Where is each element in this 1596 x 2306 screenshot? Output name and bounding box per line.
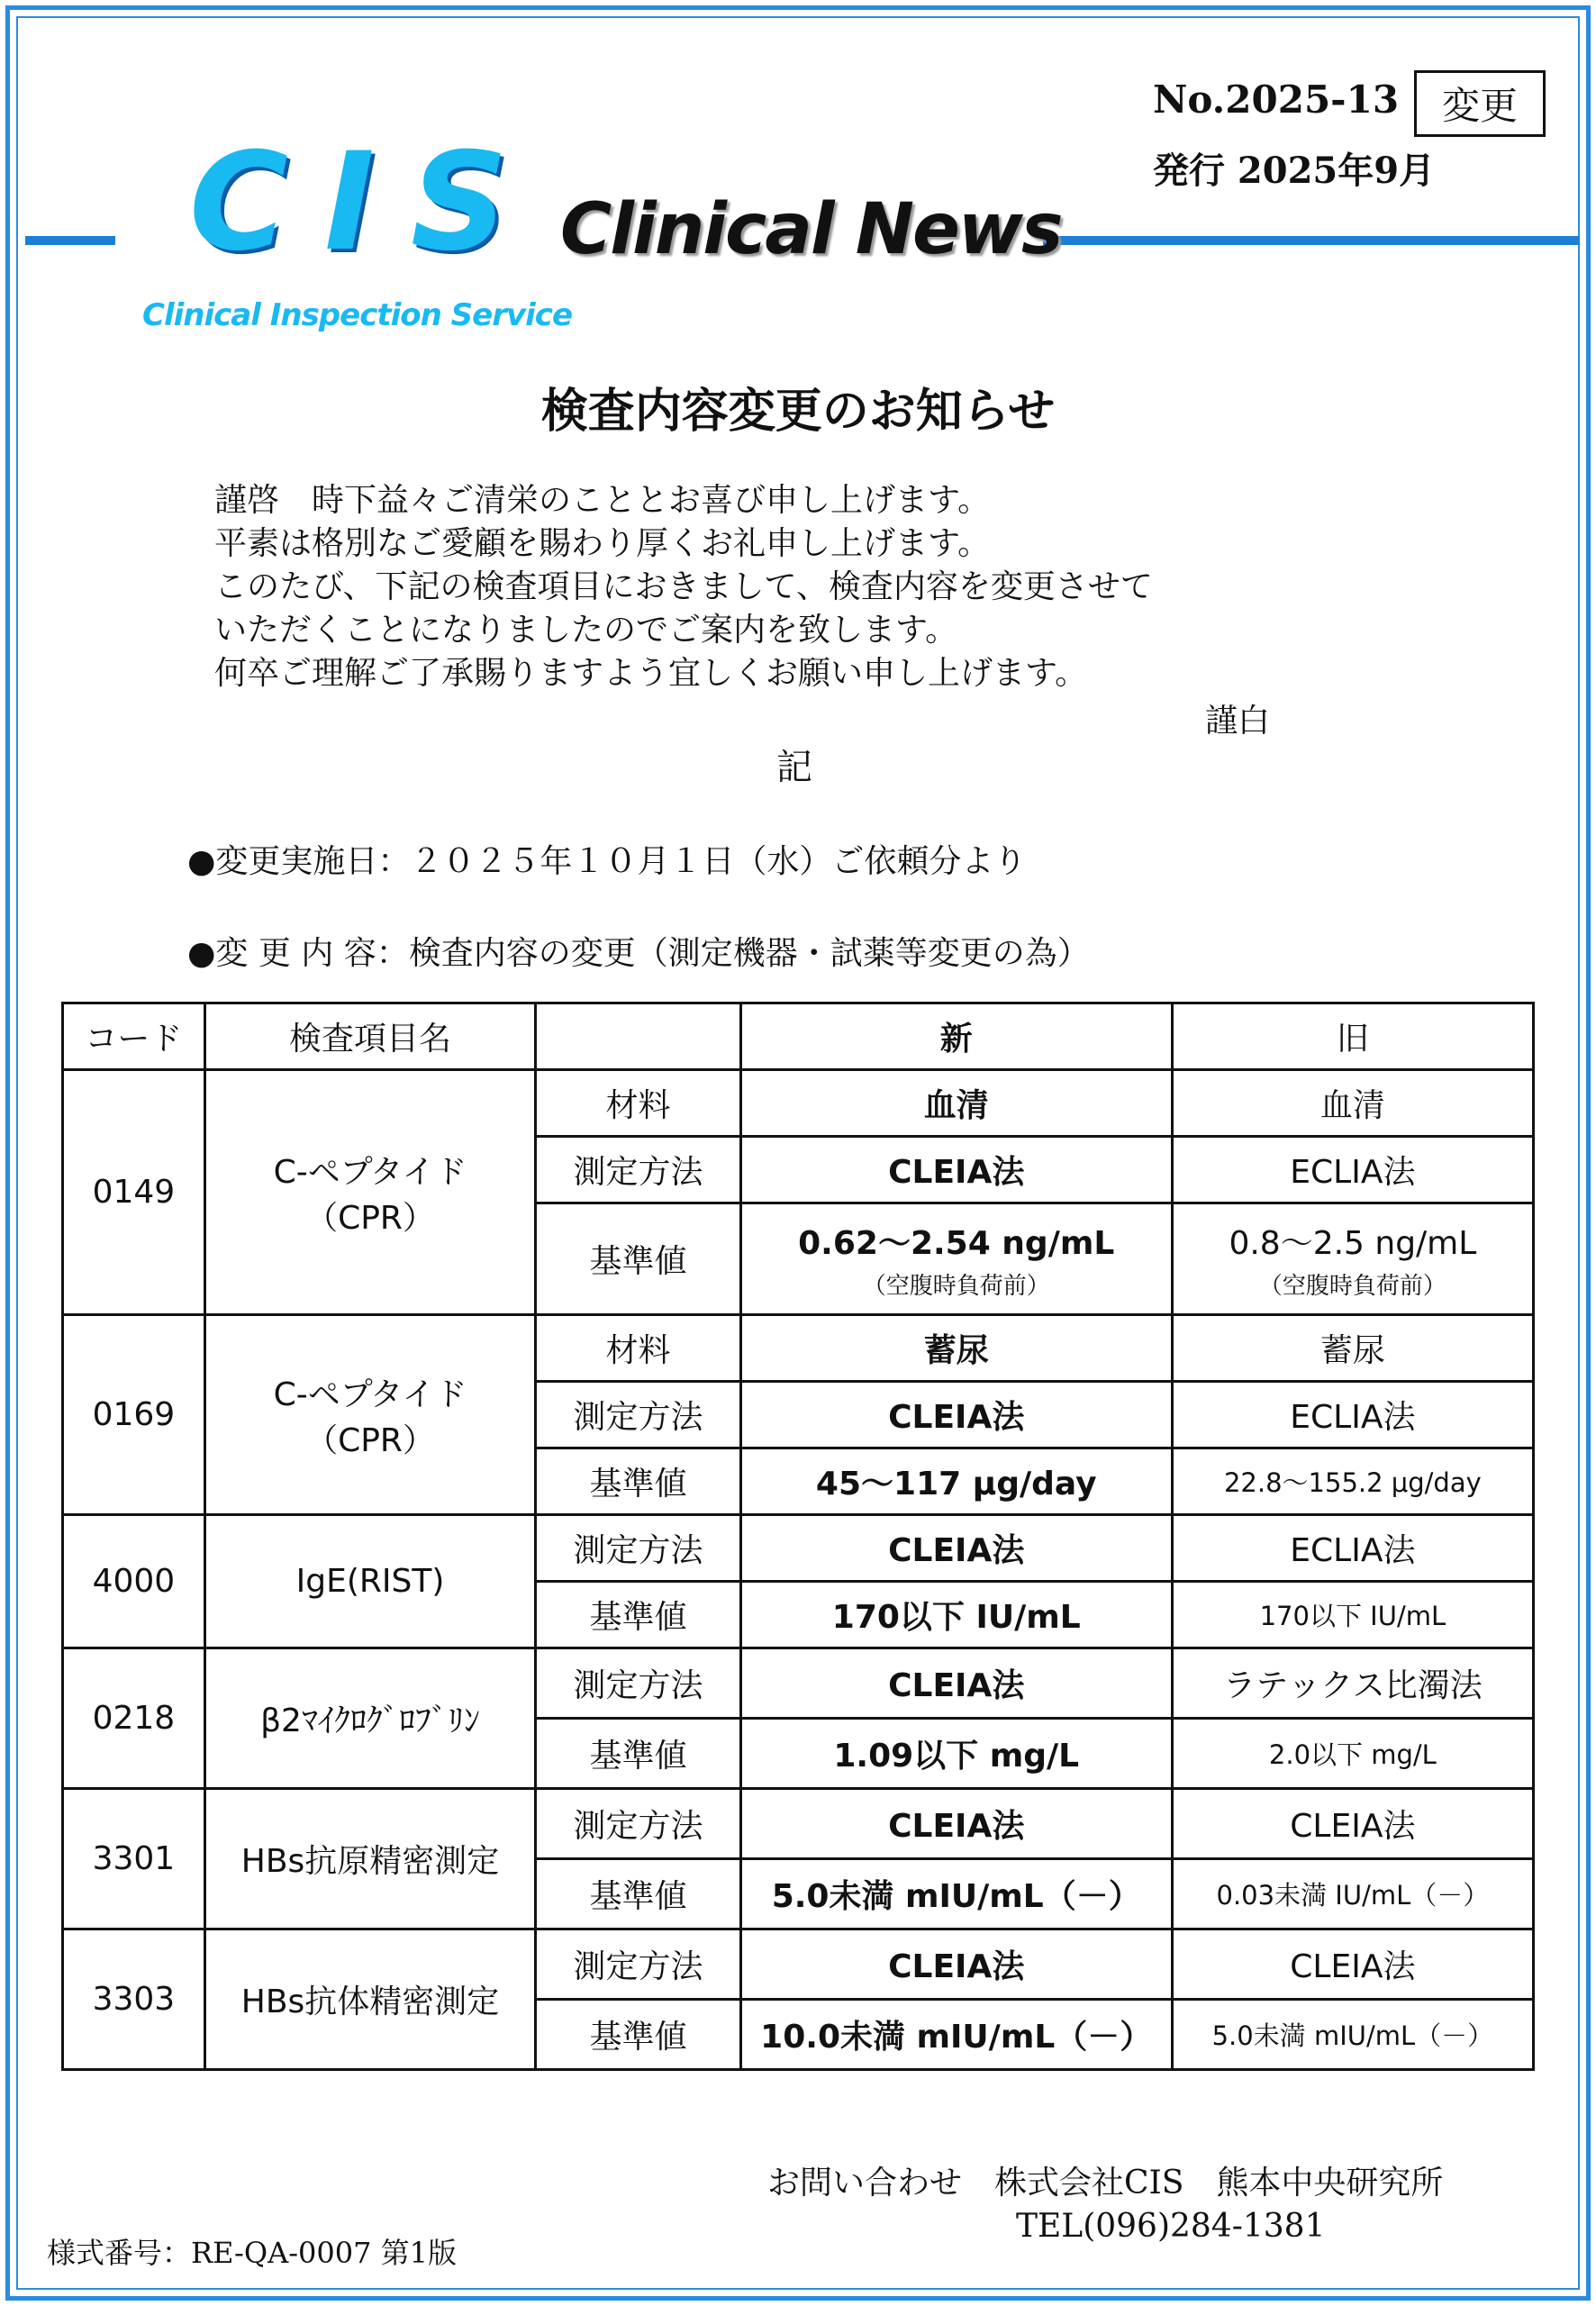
new-value: [740, 1929, 1172, 2000]
old-value: [1172, 1515, 1533, 1582]
new-value-text: CLEIA法: [888, 1532, 1025, 1569]
greeting-line: このたび、下記の検査項目におきまして、検査内容を変更させて: [214, 568, 1153, 605]
header-old: 旧: [1172, 1003, 1533, 1070]
item-code: 0169: [63, 1315, 205, 1515]
attribute-label: 測定方法: [536, 1789, 740, 1859]
attribute-label: 材料: [536, 1070, 740, 1137]
newsletter-title: Clinical News: [560, 189, 1062, 270]
header-rule-right: [1043, 236, 1580, 245]
attribute-label: 測定方法: [536, 1382, 740, 1448]
new-value: [740, 1070, 1172, 1137]
greeting-line: 謹啓 時下益々ご清栄のこととお喜び申し上げます。: [214, 482, 991, 519]
attribute-label: 材料: [536, 1315, 740, 1382]
item-name-sub: （CPR）: [305, 1421, 435, 1459]
old-value-text: 血清: [1319, 1087, 1385, 1124]
old-value: [1172, 1929, 1533, 2000]
header-attr: [536, 1003, 740, 1070]
old-value-text: 5.0未満 mIU/mL（－）: [1211, 2020, 1494, 2051]
old-value-text: 170以下 IU/mL: [1259, 1601, 1446, 1631]
item-name-main: HBs抗原精密測定: [240, 1843, 500, 1880]
greeting-paragraph: [214, 479, 1153, 695]
old-value: [1172, 1582, 1533, 1648]
old-value: [1172, 1719, 1533, 1789]
item-name: [204, 1315, 535, 1515]
logo-subtitle: Clinical Inspection Service: [142, 297, 573, 333]
item-name-main: C-ペプタイド: [273, 1153, 467, 1191]
new-value-text: 血清: [923, 1087, 989, 1124]
contact-tel: TEL(096)284-1381: [1016, 2208, 1326, 2245]
item-code: 3303: [63, 1929, 205, 2070]
old-value: [1172, 1137, 1533, 1203]
new-value-text: 1.09以下 mg/L: [833, 1738, 1080, 1775]
new-value-text: CLEIA法: [888, 1154, 1025, 1191]
ki-heading: 記: [776, 747, 812, 788]
contact-block: [767, 2162, 1443, 2248]
greeting-line: 平素は格別なご愛顧を賜わり厚くお礼申し上げます。: [214, 525, 991, 562]
item-name: [204, 1789, 535, 1929]
old-value-text: CLEIA法: [1290, 1948, 1416, 1985]
old-value-text: 0.03未満 IU/mL（－）: [1216, 1880, 1490, 1911]
header-new: 新: [740, 1003, 1172, 1070]
attribute-label: 測定方法: [536, 1137, 740, 1203]
attribute-label: 基準値: [536, 1582, 740, 1648]
old-value: [1172, 2000, 1533, 2070]
cis-logo: CIS: [189, 124, 544, 281]
new-value-note: （空腹時負荷前）: [862, 1272, 1050, 1300]
effective-date-bullet: ●変更実施日：２０２５年１０月１日（水）ご依頼分より: [187, 843, 1027, 880]
new-value-text: 10.0未満 mIU/mL（－）: [760, 2019, 1153, 2056]
new-value: [740, 1719, 1172, 1789]
new-value: [740, 1137, 1172, 1203]
old-value: [1172, 1448, 1533, 1515]
new-value: [740, 1789, 1172, 1859]
old-value-text: 2.0以下 mg/L: [1268, 1739, 1437, 1770]
table-row: [63, 1315, 1534, 1382]
new-value: [740, 1203, 1172, 1315]
attribute-label: 基準値: [536, 2000, 740, 2070]
item-name-main: IgE(RIST): [295, 1563, 445, 1600]
sign-off: 謹白: [1205, 703, 1271, 740]
attribute-label: 測定方法: [536, 1648, 740, 1719]
attribute-label: 基準値: [536, 1448, 740, 1515]
change-content-bullet: ●変 更 内 容：検査内容の変更（測定機器・試薬等変更の為）: [187, 935, 1090, 972]
item-name: [204, 1515, 535, 1648]
old-value: [1172, 1070, 1533, 1137]
change-table: [61, 1002, 1535, 2071]
attribute-label: 基準値: [536, 1859, 740, 1929]
old-value: [1172, 1203, 1533, 1315]
new-value: [740, 1648, 1172, 1719]
old-value: [1172, 1859, 1533, 1929]
issue-date: 発行 2025年9月: [1153, 150, 1436, 192]
new-value-text: CLEIA法: [888, 1399, 1025, 1436]
item-code: 3301: [63, 1789, 205, 1929]
old-value-text: CLEIA法: [1290, 1808, 1416, 1845]
attribute-label: 基準値: [536, 1203, 740, 1315]
new-value-text: CLEIA法: [888, 1667, 1025, 1704]
item-code: 0218: [63, 1648, 205, 1789]
header-name: 検査項目名: [204, 1003, 535, 1070]
new-value: [740, 1515, 1172, 1582]
new-value-text: CLEIA法: [888, 1808, 1025, 1845]
old-value-text: ECLIA法: [1290, 1399, 1416, 1436]
item-name-main: HBs抗体精密測定: [240, 1984, 500, 2020]
form-number: 様式番号：RE-QA-0007 第1版: [47, 2236, 457, 2270]
attribute-label: 基準値: [536, 1719, 740, 1789]
item-code: 0149: [63, 1070, 205, 1315]
new-value-text: 45～117 μg/day: [815, 1466, 1097, 1503]
new-value: [740, 1859, 1172, 1929]
old-value: [1172, 1315, 1533, 1382]
item-name: [204, 1070, 535, 1315]
document-number: No.2025-13: [1153, 77, 1400, 122]
new-value-text: 0.62～2.54 ng/mL: [798, 1224, 1115, 1262]
new-value: [740, 1382, 1172, 1448]
table-row: [63, 1515, 1534, 1582]
table-header-row: [63, 1003, 1534, 1070]
old-value-text: 22.8～155.2 μg/day: [1223, 1467, 1482, 1498]
item-name-main: C-ペプタイド: [273, 1375, 467, 1413]
table-row: [63, 1789, 1534, 1859]
item-name-sub: （CPR）: [305, 1199, 435, 1237]
new-value: [740, 1448, 1172, 1515]
old-value-note: （空腹時負荷前）: [1258, 1272, 1446, 1300]
new-value-text: 5.0未満 mIU/mL（－）: [771, 1878, 1141, 1915]
table-row: [63, 1648, 1534, 1719]
greeting-line: 何卒ご理解ご了承賜りますよう宜しくお願い申し上げます。: [214, 655, 1088, 692]
old-value-text: ECLIA法: [1290, 1532, 1416, 1569]
new-value: [740, 1315, 1172, 1382]
new-value: [740, 2000, 1172, 2070]
table-row: [63, 1929, 1534, 2000]
contact-line: お問い合わせ 株式会社CIS 熊本中央研究所: [767, 2165, 1444, 2202]
old-value: [1172, 1382, 1533, 1448]
header-rule-left: [25, 236, 115, 245]
greeting-line: いただくことになりましたのでご案内を致します。: [214, 612, 958, 649]
new-value-text: 蓄尿: [923, 1332, 989, 1369]
new-value-text: CLEIA法: [888, 1948, 1025, 1985]
item-code: 4000: [63, 1515, 205, 1648]
old-value: [1172, 1648, 1533, 1719]
old-value-text: 蓄尿: [1319, 1332, 1385, 1369]
old-value-text: ラテックス比濁法: [1223, 1667, 1483, 1704]
status-badge: 変更: [1414, 70, 1546, 137]
new-value: [740, 1582, 1172, 1648]
item-name-main: β2ﾏｲｸﾛｸﾞﾛﾌﾞﾘﾝ: [260, 1702, 480, 1739]
attribute-label: 測定方法: [536, 1929, 740, 2000]
item-name: [204, 1648, 535, 1789]
notice-title: 検査内容変更のお知らせ: [540, 384, 1056, 439]
header-code: コード: [63, 1003, 205, 1070]
old-value: [1172, 1789, 1533, 1859]
old-value-text: 0.8～2.5 ng/mL: [1229, 1224, 1477, 1262]
item-name: [204, 1929, 535, 2070]
new-value-text: 170以下 IU/mL: [831, 1599, 1081, 1636]
table-row: [63, 1070, 1534, 1137]
old-value-text: ECLIA法: [1290, 1154, 1416, 1191]
attribute-label: 測定方法: [536, 1515, 740, 1582]
